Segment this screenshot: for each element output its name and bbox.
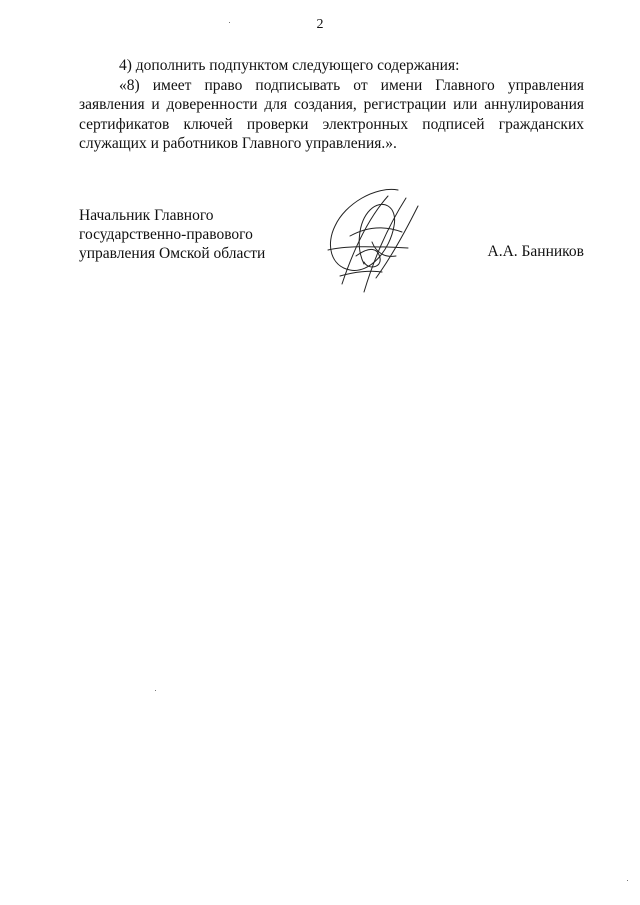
signatory-name: А.А. Банников xyxy=(487,243,584,260)
handwritten-signature xyxy=(320,186,425,296)
page-number: 2 xyxy=(316,17,324,32)
scan-speck xyxy=(229,22,230,23)
position-line: Начальник Главного xyxy=(79,207,214,224)
position-line: государственно-правового xyxy=(79,226,253,243)
paragraph-subpoint-8: «8) имеет право подписывать от имени Главного управления заявления и доверенности для создания, регистрации или аннулирования сертификатов ключей проверки электронных подписей гражданских служащих и работников Главного управления.». xyxy=(79,76,584,152)
scan-speck xyxy=(155,690,156,691)
paragraph-amendment-intro: 4) дополнить подпунктом следующего содержания: xyxy=(119,57,460,74)
signatory-position xyxy=(79,206,265,263)
scan-speck xyxy=(627,880,628,881)
position-line: управления Омской области xyxy=(79,245,266,262)
document-body xyxy=(79,56,584,154)
